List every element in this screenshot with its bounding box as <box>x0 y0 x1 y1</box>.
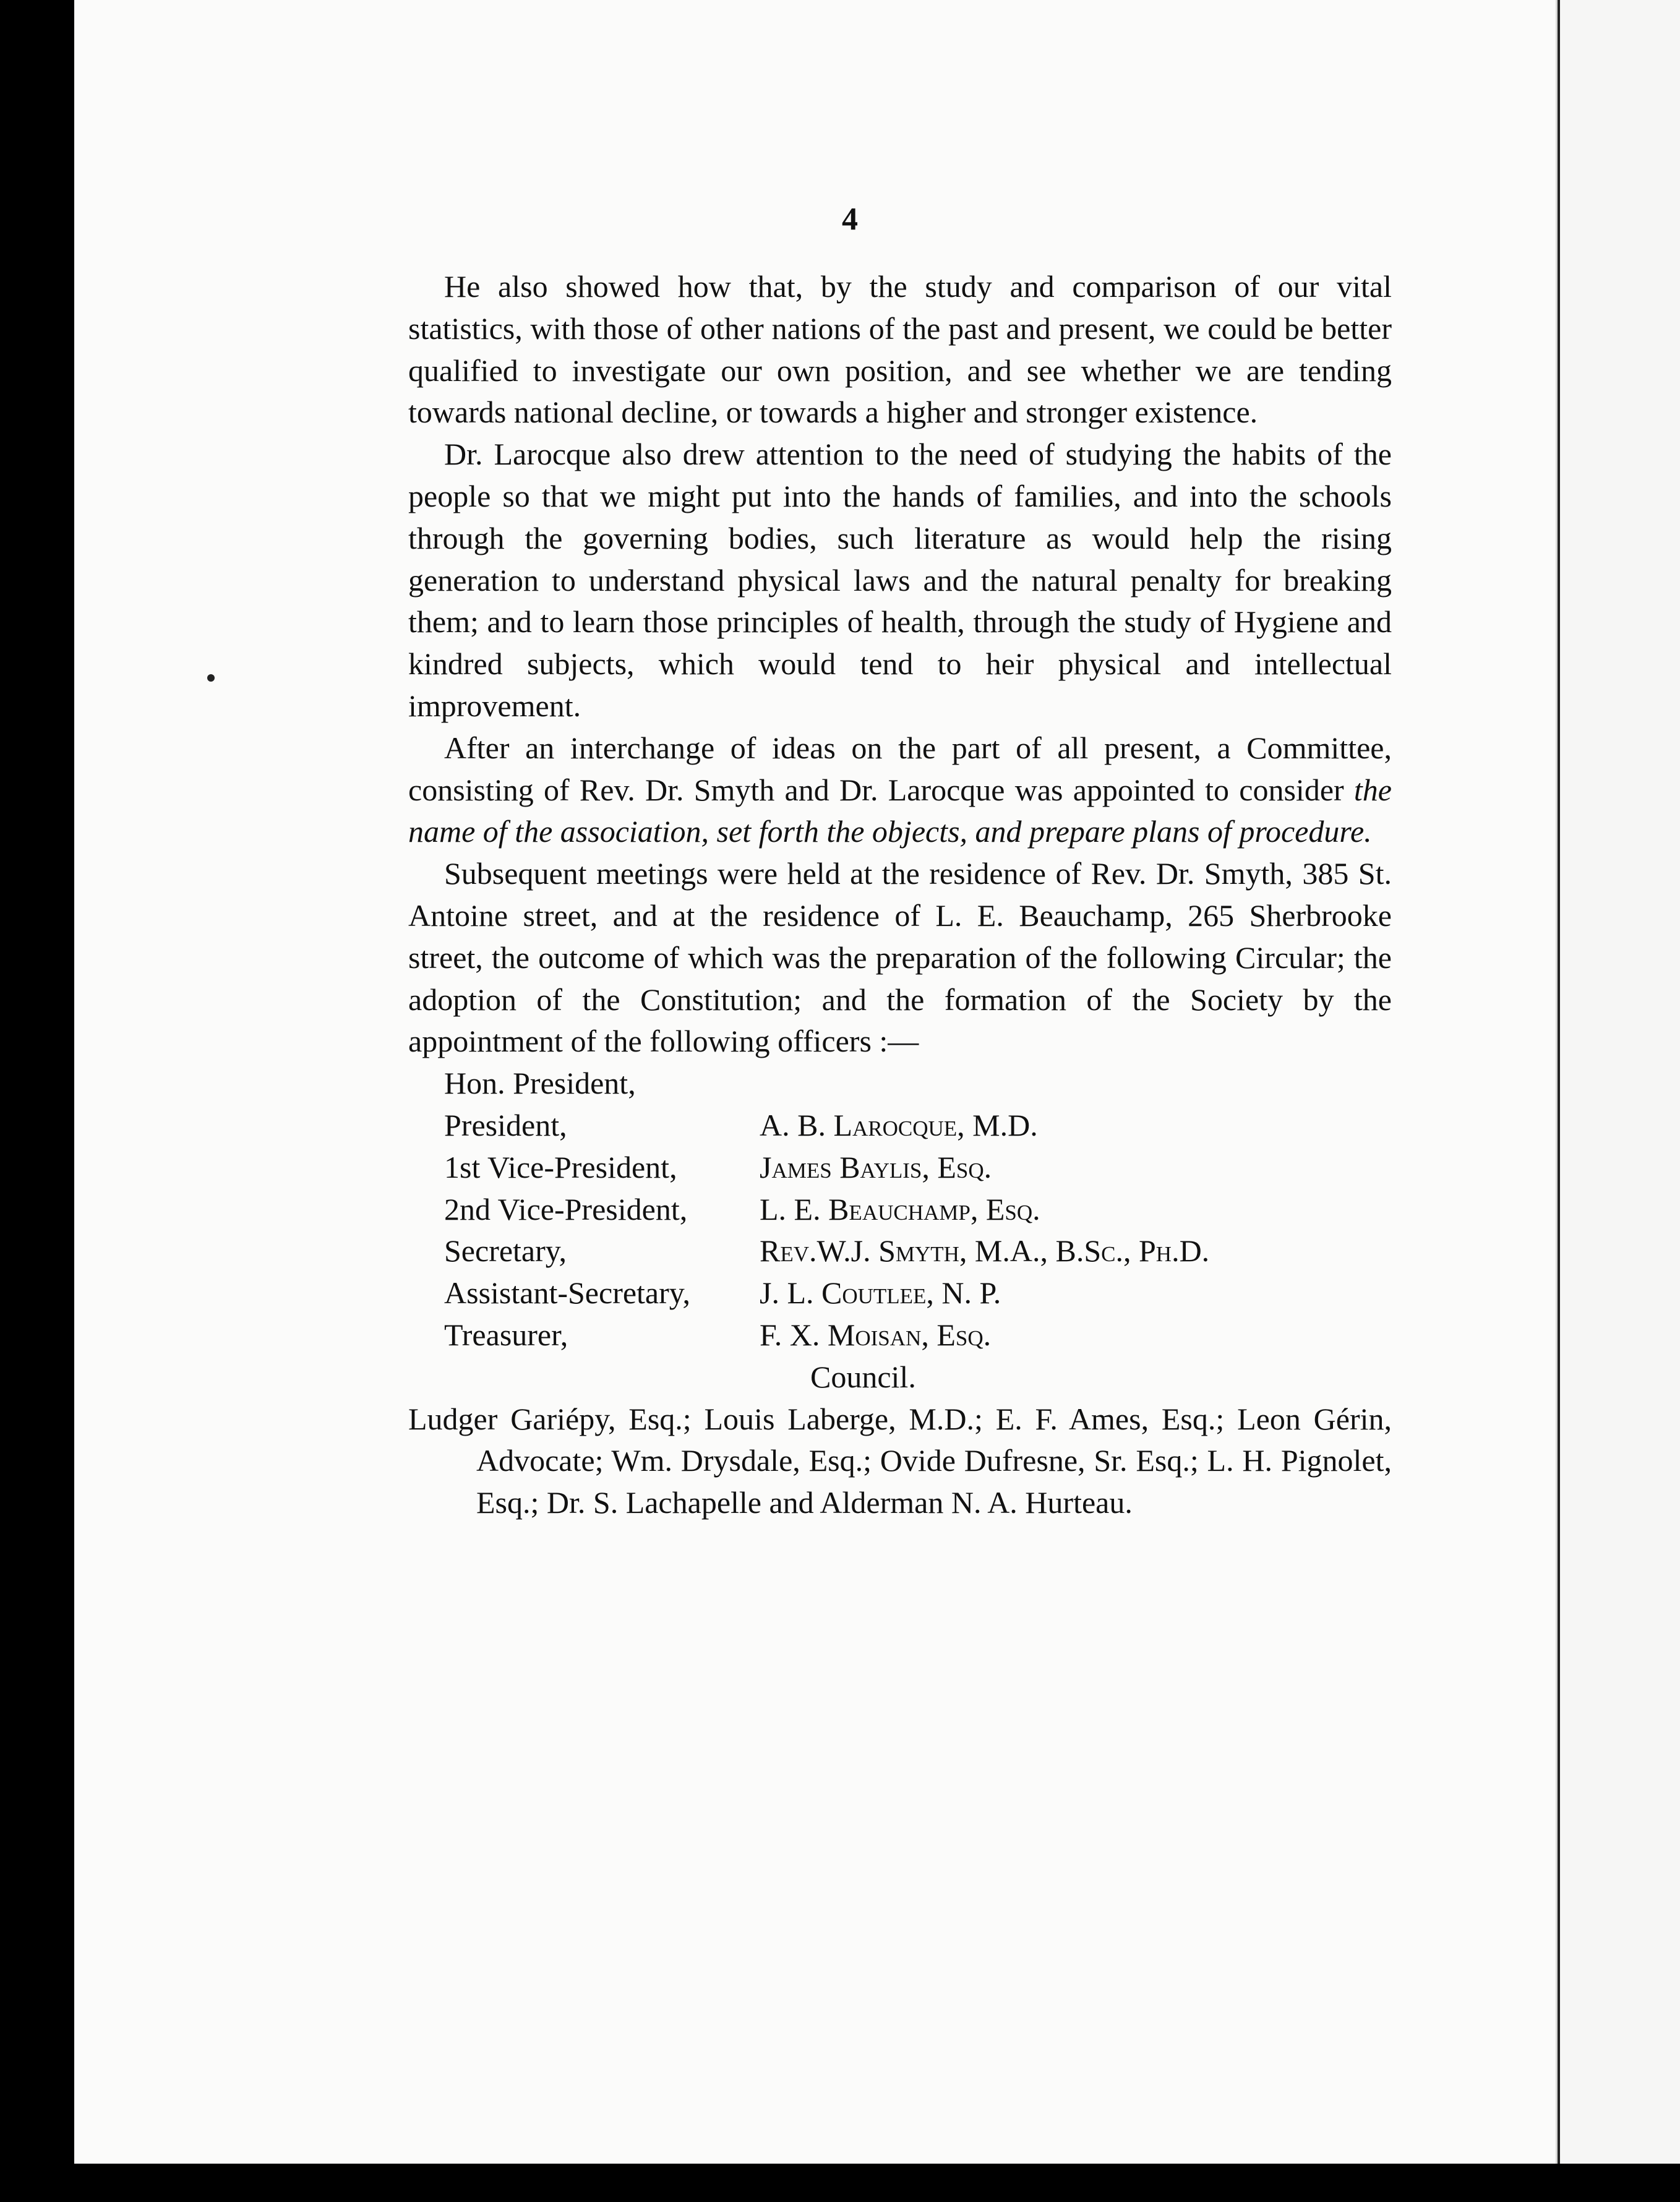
council-members: Ludger Gariépy, Esq.; Louis Laberge, M.D.; E. F. Ames, Esq.; Leon Gérin, Advocate; Wm. Drysdale, Esq.; Ovide Dufresne, Sr. Esq.; L. H. Pignolet, Esq.; Dr. S. Lachapelle and Alderman N. A. Hurteau. <box>408 1401 1392 1520</box>
officer-title: President, <box>444 1107 567 1142</box>
paragraph-committee <box>408 727 1392 853</box>
officer-title: Secretary, <box>444 1233 567 1269</box>
officer-title: 2nd Vice-President, <box>444 1191 688 1227</box>
officer-row <box>444 1314 1392 1356</box>
paragraph-habits: Dr. Larocque also drew attention to the need of studying the habits of the people so that we might put into the hands of families, and into the schools through the governing bodies, such literature as would help the rising generation to understand physical laws and the natural penalty for breaking them; and to learn those principles of health, through the study of Hygiene and kindred subjects, which would tend to heir physical and intellectual improvement. <box>408 437 1392 723</box>
officer-name: L. E. Beauchamp, Esq. <box>760 1191 1040 1227</box>
officer-title: Hon. President, <box>444 1066 636 1101</box>
scan-border <box>0 2164 1680 2202</box>
officers-list <box>408 1063 1392 1356</box>
paragraph-statistics: He also showed how that, by the study and comparison of our vital statistics, with those of other nations of the past and present, we could be better qualified to investigate our own position, and see whether we are tending towards national decline, or towards a higher and stronger existence. <box>408 269 1392 430</box>
officer-row <box>444 1063 1392 1105</box>
officer-row <box>444 1105 1392 1147</box>
officer-name: James Baylis, Esq. <box>760 1149 992 1185</box>
committee-lead-text: After an interchange of ideas on the part of all present, a Committee, consisting of Rev. Dr. Smyth and Dr. Larocque was appointed to consider <box>408 730 1392 807</box>
officer-name <box>760 1063 1392 1105</box>
council-heading: Council. <box>810 1359 916 1394</box>
paragraph-meetings: Subsequent meetings were held at the residence of Rev. Dr. Smyth, 385 St. Antoine street, and at the residence of L. E. Beauchamp, 265 Sherbrooke street, the outcome of which was the preparation of the following Circular; the adoption of the Constitution; and the formation of the Society by the appointment of the following officers :— <box>408 856 1392 1059</box>
officer-name: F. X. Moisan, Esq. <box>760 1317 992 1352</box>
officer-title: Treasurer, <box>444 1317 568 1352</box>
ink-speck <box>207 674 215 682</box>
page-number: 4 <box>842 202 858 237</box>
document-page <box>74 0 1558 2164</box>
officer-row <box>444 1230 1392 1272</box>
officer-name: A. B. Larocque, M.D. <box>760 1107 1038 1142</box>
officer-row <box>444 1189 1392 1231</box>
officer-title: 1st Vice-President, <box>444 1149 677 1185</box>
officer-row <box>444 1272 1392 1314</box>
officer-row <box>444 1147 1392 1189</box>
adjacent-page-edge <box>1558 0 1680 2164</box>
officer-title: Assistant-Secretary, <box>444 1275 691 1311</box>
officer-name: Rev.W.J. Smyth, M.A., B.Sc., Ph.D. <box>760 1233 1210 1269</box>
officer-name: J. L. Coutlee, N. P. <box>760 1275 1001 1311</box>
body-text <box>408 266 1392 1524</box>
committee-italic-text: the name of the association, set forth the objects, and prepare plans of procedure. <box>408 772 1392 849</box>
